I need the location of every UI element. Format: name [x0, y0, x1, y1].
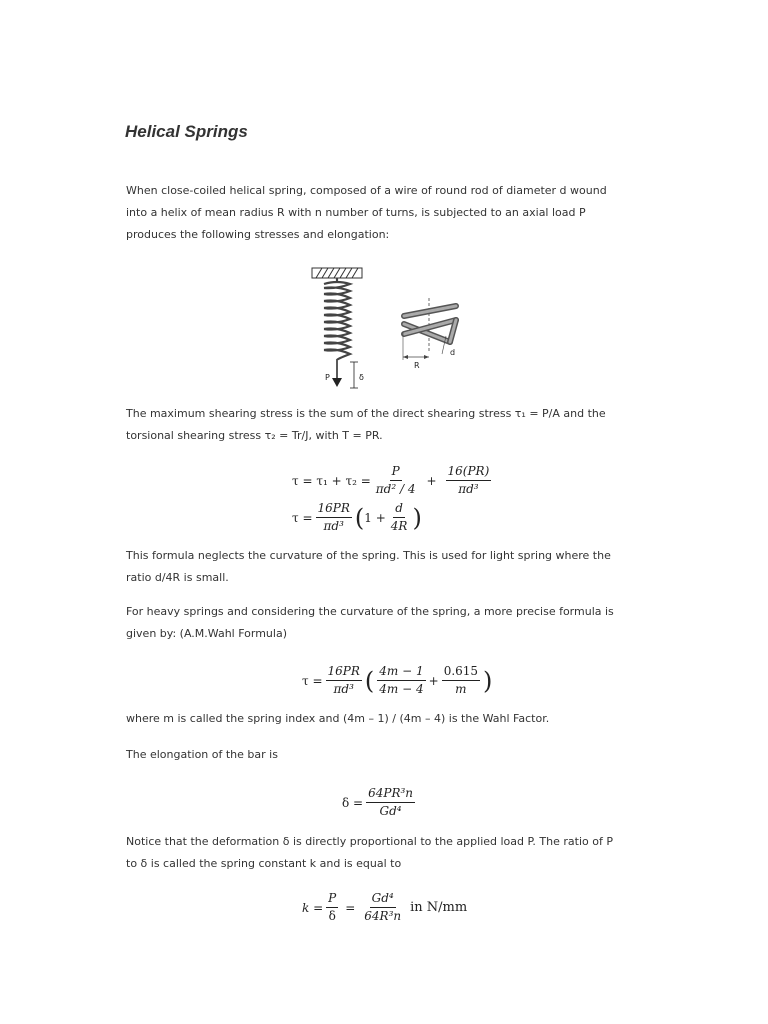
heavy-line: For heavy springs and considering the curvature of the spring, a more precise formula is: [126, 605, 614, 618]
fraction-numerator: 16PR: [326, 664, 362, 681]
equation-shear-simplified: τ = $\frac{16PR}{\text{πd³}}$ ( 1 + $\frac{d}{4R}$ ): [292, 501, 422, 533]
eq5-fraction-ratio: [326, 891, 338, 924]
fraction-denominator: m: [455, 682, 467, 696]
fraction-denominator: πd² / 4: [375, 482, 416, 496]
fraction-denominator: πd³: [323, 519, 344, 533]
eq2-lhs: τ =: [292, 510, 313, 525]
equation-spring-constant: [302, 891, 467, 924]
eq3-plus: +: [428, 673, 439, 688]
radius-label: R: [414, 361, 420, 370]
equation-elongation: [342, 786, 418, 819]
fraction-denominator: Gd⁴: [379, 804, 402, 818]
spring-coil: [324, 278, 350, 360]
fraction-numerator: 4m − 1: [377, 664, 425, 681]
deflection-dimension: [350, 362, 358, 388]
elongation-paragraph: [126, 744, 646, 766]
eq1-lhs: τ = τ₁ + τ₂ =: [292, 473, 371, 488]
load-arrow: [332, 360, 342, 387]
eq4-fraction: [366, 786, 415, 819]
neglect-line: ratio d/4R is small.: [126, 571, 229, 584]
fraction-numerator: 16PR: [316, 501, 352, 518]
deflection-label: δ: [359, 373, 364, 382]
equation-wahl: τ = $\frac{16PR}{\text{πd³}}$ ( $\frac{4m - 1}{4m - 4}$ + $\frac{0.615}{m}$ ): [302, 664, 493, 696]
shear-line: torsional shearing stress τ₂ = Tr/J, with T = PR.: [126, 429, 383, 442]
notice-line: to δ is called the spring constant k and is equal to: [126, 857, 402, 870]
index-line: where m is called the spring index and (4m – 1) / (4m – 4) is the Wahl Factor.: [126, 712, 550, 725]
shear-line: The maximum shearing stress is the sum of the direct shearing stress τ₁ = P/A and the: [126, 407, 606, 420]
eq4-lhs: δ =: [342, 795, 364, 810]
eq3-lhs: τ =: [302, 673, 323, 688]
intro-line: When close-coiled helical spring, composed of a wire of round rod of diameter d wound: [126, 184, 607, 197]
eq1-fraction-torsion: [446, 464, 492, 497]
fraction-denominator: 4R: [390, 519, 408, 533]
index-paragraph: [126, 708, 646, 730]
fixed-support: [312, 268, 362, 278]
fraction-numerator: P: [390, 464, 402, 481]
intro-paragraph: [126, 180, 646, 246]
diameter-label: d: [450, 348, 456, 357]
notice-paragraph: [126, 831, 646, 875]
shear-paragraph: [126, 403, 646, 447]
fraction-denominator: 64R³n: [364, 909, 402, 923]
fraction-numerator: d: [393, 501, 405, 518]
neglect-paragraph: [126, 545, 646, 589]
spring-figure: [300, 262, 480, 397]
eq3-fraction-wahl-factor: [377, 664, 425, 697]
load-label: P: [325, 373, 330, 382]
eq3-fraction-correction: [442, 664, 480, 697]
eq1-plus: +: [426, 473, 437, 488]
eq5-lhs: k =: [302, 900, 324, 915]
eq5-unit: in N/mm: [410, 900, 468, 915]
intro-line: produces the following stresses and elongation:: [126, 228, 390, 241]
equation-total-shear: [292, 464, 494, 497]
eq5-equals: =: [345, 900, 356, 915]
fraction-numerator: 16(PR): [446, 464, 492, 481]
eq2-fraction-main: [316, 501, 352, 534]
fraction-denominator: δ: [328, 909, 336, 923]
fraction-denominator: πd³: [458, 482, 479, 496]
eq5-fraction-formula: [362, 891, 403, 924]
fraction-denominator: 4m − 4: [379, 682, 424, 696]
fraction-numerator: 64PR³n: [366, 786, 415, 803]
fraction-numerator: 0.615: [442, 664, 480, 681]
neglect-line: This formula neglects the curvature of the spring. This is used for light spring where the: [126, 549, 611, 562]
intro-line: into a helix of mean radius R with n number of turns, is subjected to an axial load P: [126, 206, 586, 219]
fraction-numerator: P: [326, 891, 338, 908]
fraction-numerator: Gd⁴: [370, 891, 396, 908]
notice-line: Notice that the deformation δ is directly proportional to the applied load P. The ratio of P: [126, 835, 613, 848]
page-title: Helical Springs: [125, 122, 248, 141]
heavy-paragraph: [126, 601, 646, 645]
elongation-line: The elongation of the bar is: [126, 748, 278, 761]
eq2-fraction-curvature: [389, 501, 410, 534]
eq3-fraction-main: [326, 664, 362, 697]
coil-detail: [403, 298, 456, 360]
eq2-one-plus: 1 +: [364, 510, 386, 525]
heavy-line: given by: (A.M.Wahl Formula): [126, 627, 287, 640]
eq1-fraction-direct: [374, 464, 418, 497]
fraction-denominator: πd³: [333, 682, 354, 696]
